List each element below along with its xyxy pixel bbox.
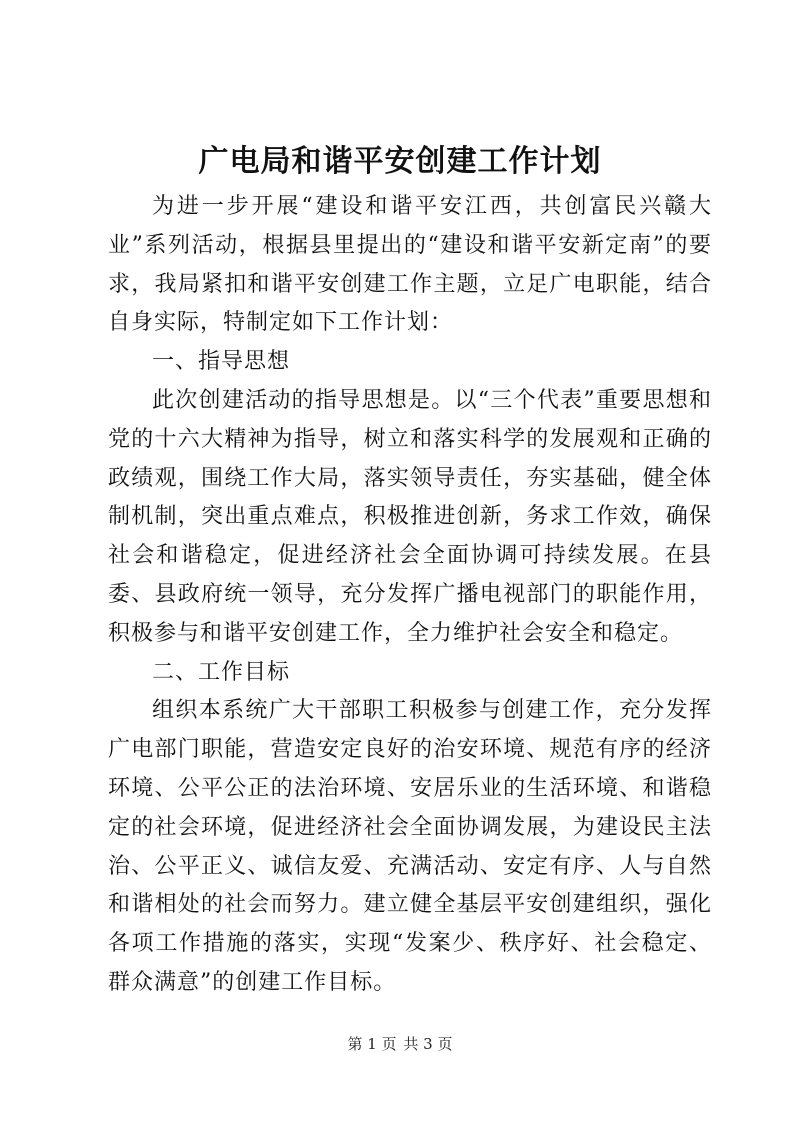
intro-paragraph: 为进一步开展“建设和谐平安江西，共创富民兴赣大业”系列活动，根据县里提出的“建设和谐平安新定南”的要求，我局紧扣和谐平安创建工作主题，立足广电职能，结合自身实际，特制定如下工作计划： (108, 194, 712, 336)
page-number: 第 1 页 (347, 1035, 397, 1053)
page-total: 共 3 页 (403, 1035, 453, 1053)
section-heading-work-goals: 二、工作目标 (152, 659, 291, 685)
work-goals-paragraph: 组织本系统广大干部职工积极参与创建工作，充分发挥广电部门职能，营造安定良好的治安环境、规范有序的经济环境、公平公正的法治环境、安居乐业的生活环境、和谐稳定的社会环境，促进经济社会全面协调发展，为建设民主法治、公平正义、诚信友爱、充满活动、安定有序、人与自然和谐相处的社会而努力。建立健全基层平安创建组织，强化各项工作措施的落实，实现“发案少、秩序好、社会稳定、群众满意”的创建工作目标。 (108, 698, 712, 995)
document-title: 广电局和谐平安创建工作计划 (198, 144, 602, 179)
guiding-ideology-paragraph: 此次创建活动的指导思想是。以“三个代表”重要思想和党的十六大精神为指导，树立和落实科学的发展观和正确的政绩观，围绕工作大局，落实领导责任，夯实基础，健全体制机制，突出重点难点，积极推进创新，务求工作效，确保社会和谐稳定，促进经济社会全面协调可持续发展。在县委、县政府统一领导，充分发挥广播电视部门的职能作用，积极参与和谐平安创建工作，全力维护社会安全和稳定。 (108, 387, 712, 646)
document-body (108, 188, 712, 1003)
section-heading-guiding-ideology: 一、指导思想 (152, 349, 291, 375)
page-footer (0, 1034, 800, 1054)
